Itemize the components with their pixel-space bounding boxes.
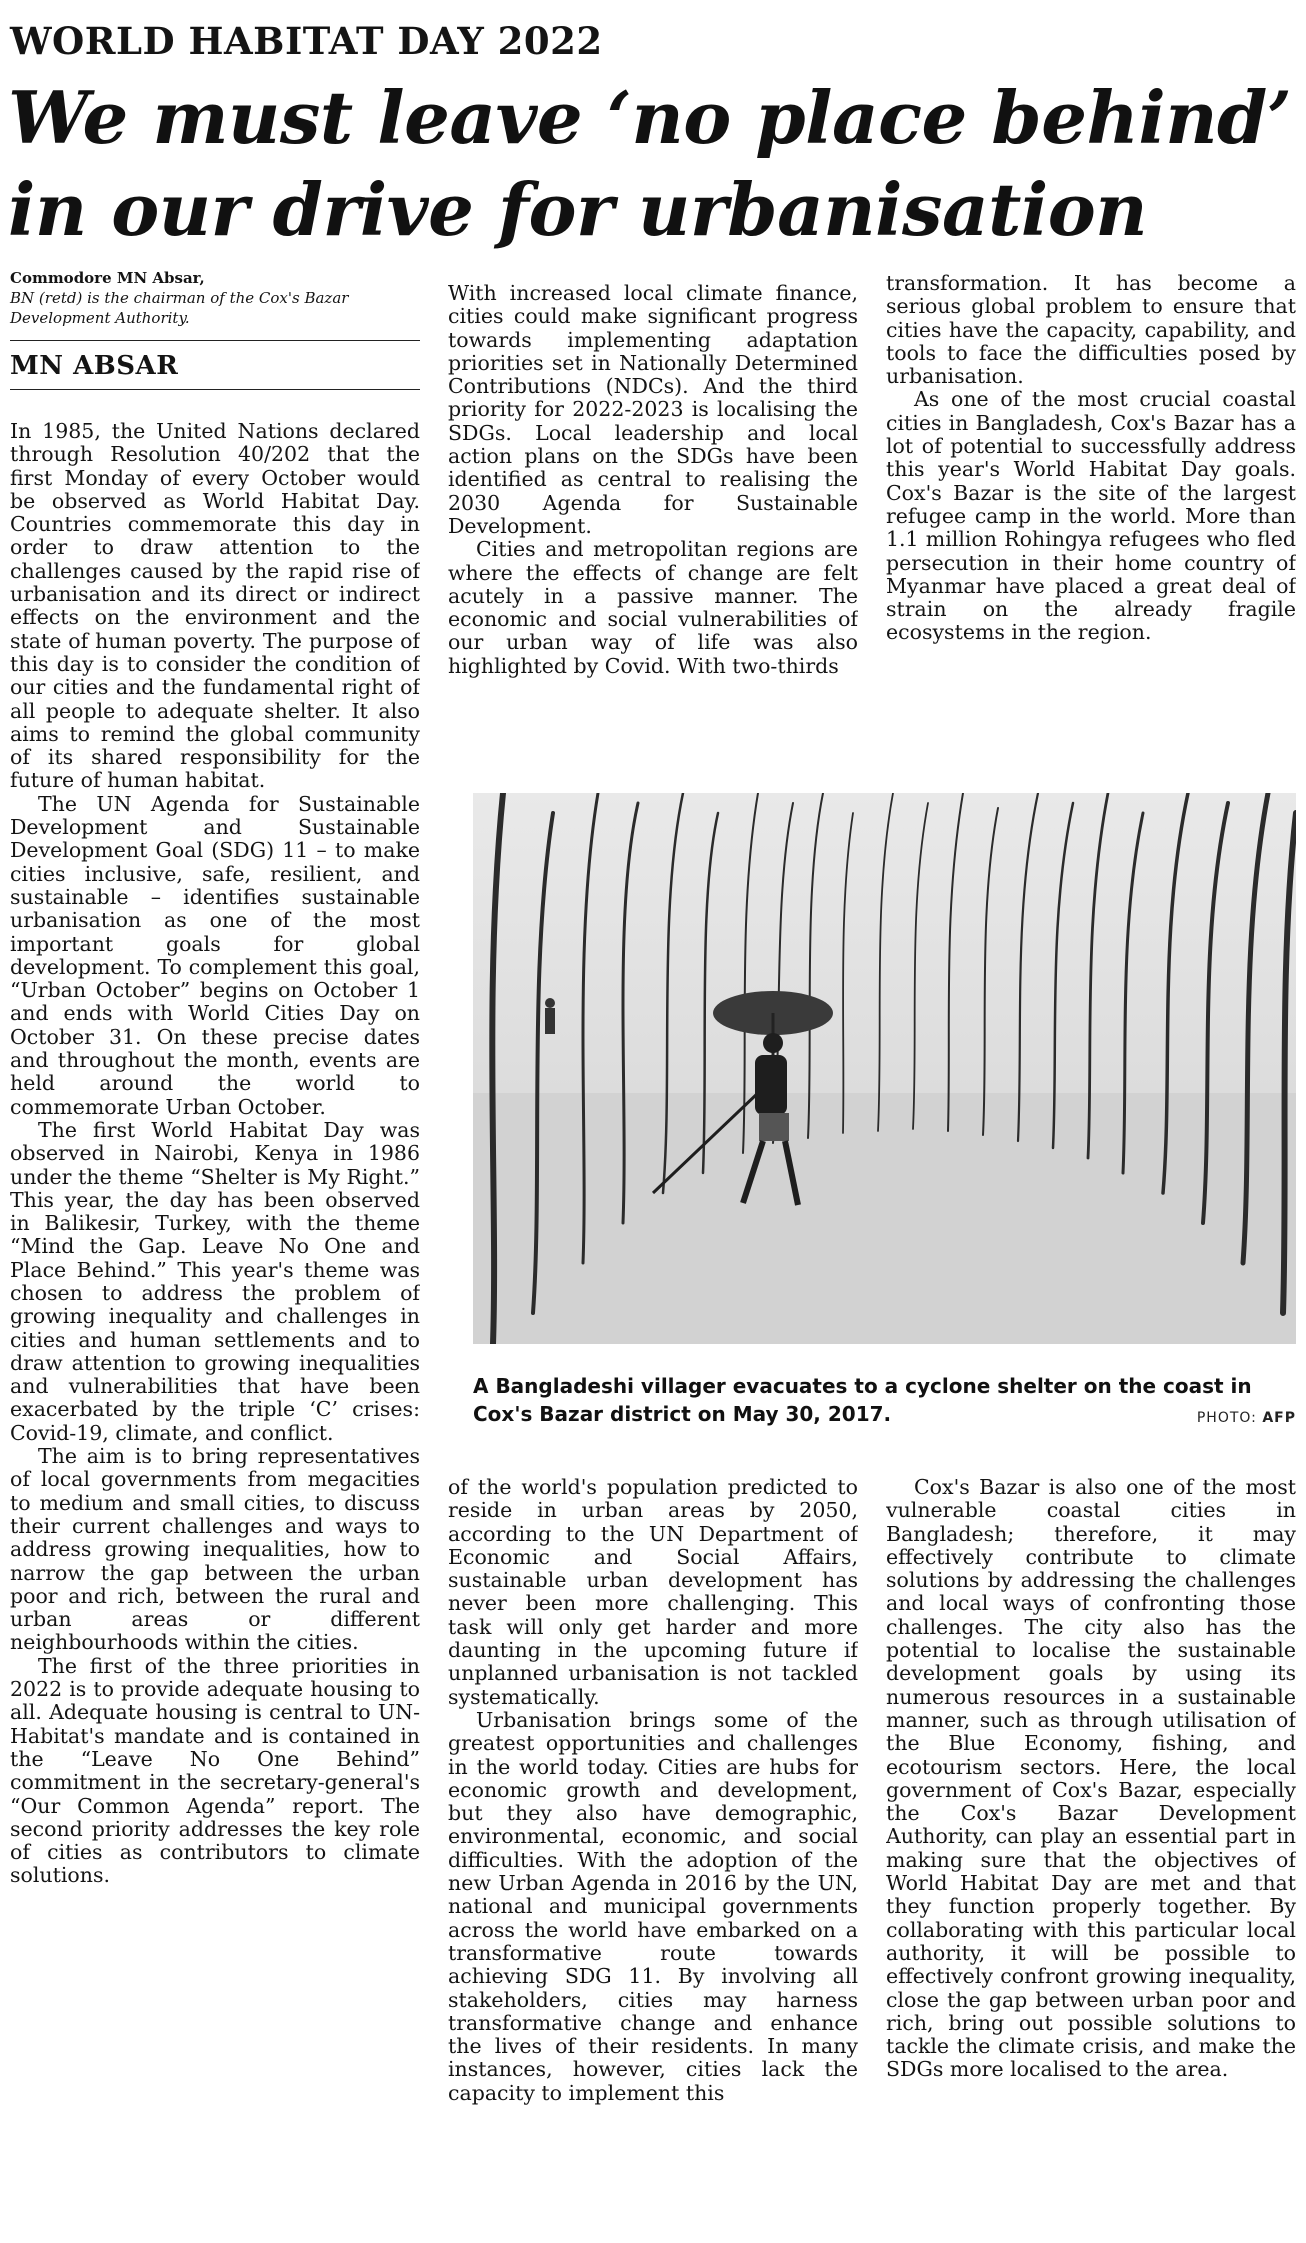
paragraph: The first of the three priorities in 2022 is to provide adequate housing to all. Adequate housing is central to UN-Habitat's mandate and is contained in the “Leave No One Behind” commitment in the secretary-general's “Our Common Agenda” report. The second priority addresses the key role of cities as contributors to climate solutions.: [10, 1653, 420, 1888]
divider: [10, 340, 420, 341]
byline-box: [10, 268, 420, 390]
paragraph: In 1985, the United Nations declared through Resolution 40/202 that the first Monday of every October would be observed as World Habitat Day. Countries commemorate this day in order to draw attention to the challenges caused by the rapid rise of urbanisation and its direct or indirect effects on the environment and the state of human poverty. The purpose of this day is to consider the condition of our cities and the fundamental right of all people to adequate shelter. It also aims to remind the global community of its shared responsibility for the future of human habitat.: [10, 420, 420, 793]
paragraph: of the world's population predicted to reside in urban areas by 2050, according to the UN Department of Economic and Social Affairs, sustainable urban development has never been more challenging. This task will only get harder and more daunting in the upcoming future if unplanned urbanisation is not tackled systematically.: [448, 1476, 858, 1709]
article-column-2-bottom: [448, 1476, 858, 2230]
photo-credit-source: AFP: [1262, 1410, 1296, 1426]
paragraph: transformation. It has become a serious global problem to ensure that cities have the capacity, capability, and tools to face the difficulties posed by urbanisation.: [886, 272, 1296, 389]
paragraph: The first World Habitat Day was observed in Nairobi, Kenya in 1986 under the theme “Shelter is My Right.” This year, the day has been observed in Balikesir, Turkey, with the theme “Mind the Gap. Leave No One and Place Behind.” This year's theme was chosen to address the problem of growing inequality and challenges in cities and human settlements and to draw attention to growing inequalities and vulnerabilities that have been exacerbated by the triple ‘C’ crises: Covid-19, climate, and conflict.: [10, 1117, 420, 1445]
article-column-1: [10, 420, 420, 2230]
paragraph: Cox's Bazar is also one of the most vulnerable coastal cities in Bangladesh; therefore, it may effectively contribute to climate solutions by addressing the challenges and local ways of confronting those challenges. The city also has the potential to localise the sustainable development goals by using its numerous resources in a sustainable manner, such as through utilisation of the Blue Economy, fishing, and ecotourism sectors. Here, the local government of Cox's Bazar, especially the Cox's Bazar Development Authority, can play an essential part in making sure that the objectives of World Habitat Day are met and that they function properly together. By collaborating with this particular local authority, it will be possible to effectively confront growing inequality, close the gap between urban poor and rich, bring out possible solutions to tackle the climate crisis, and make the SDGs more localised to the area.: [886, 1476, 1296, 2082]
photo-caption: A Bangladeshi villager evacuates to a cyclone shelter on the coast in Cox's Bazar district on May 30, 2017.: [473, 1374, 1252, 1426]
news-photo: [473, 793, 1296, 1344]
author-bio: BN (retd) is the chairman of the Cox's Bazar Development Authority.: [10, 289, 349, 327]
beach-trees-villager-photo: [473, 793, 1296, 1344]
paragraph: Cities and metropolitan regions are where the effects of change are felt acutely in a passive manner. The economic and social vulnerabilities of our urban way of life was also highlighted by Covid. With two-thirds: [448, 537, 858, 678]
paragraph: The aim is to bring representatives of local governments from megacities to medium and small cities, to discuss their current challenges and ways to address growing inequalities, how to narrow the gap between the urban poor and rich, between the rural and urban areas or different neighbourhoods within the cities.: [10, 1444, 420, 1655]
headline-line-1: We must leave ‘no place behind’: [8, 75, 1292, 160]
section-kicker: WORLD HABITAT DAY 2022: [10, 19, 603, 63]
author-name: MN ABSAR: [10, 351, 179, 381]
article-column-3-bottom: [886, 1476, 1296, 2230]
article-column-2-top: [448, 282, 858, 752]
paragraph: As one of the most crucial coastal cities in Bangladesh, Cox's Bazar has a lot of potential to successfully address this year's World Habitat Day goals. Cox's Bazar is the site of the largest refugee camp in the world. More than 1.1 million Rohingya refugees who fled persecution in their home country of Myanmar have placed a great deal of strain on the already fragile ecosystems in the region.: [886, 387, 1296, 645]
photo-credit: [1197, 1410, 1296, 1426]
photo-credit-label: PHOTO:: [1196, 1410, 1257, 1426]
distant-figure: [545, 998, 555, 1034]
headline: [8, 72, 1298, 256]
paragraph: Urbanisation brings some of the greatest opportunities and challenges in the world today. Cities are hubs for economic growth and development, but they also have demographic, environmental, economic, and social difficulties. With the adoption of the new Urban Agenda in 2016 by the UN, national and municipal governments across the world have embarked on a transformative route towards achieving SDG 11. By involving all stakeholders, cities may harness transformative change and enhance the lives of their residents. In many instances, however, cities lack the capacity to implement this: [448, 1707, 858, 2105]
divider: [10, 389, 420, 390]
article-column-3-top: [886, 272, 1296, 760]
author-bio-name: Commodore MN Absar,: [10, 269, 205, 287]
paragraph: The UN Agenda for Sustainable Development and Sustainable Development Goal (SDG) 11 – to make cities inclusive, safe, resilient, and sustainable – identifies sustainable urbanisation as one of the most important goals for global development. To complement this goal, “Urban October” begins on October 1 and ends with World Cities Day on October 31. On these precise dates and throughout the month, events are held around the world to commemorate Urban October.: [10, 791, 420, 1119]
headline-line-2: in our drive for urbanisation: [8, 167, 1148, 252]
paragraph: With increased local climate finance, cities could make significant progress towards implementing adaptation priorities set in Nationally Determined Contributions (NDCs). And the third priority for 2022-2023 is localising the SDGs. Local leadership and local action plans on the SDGs have been identified as central to realising the 2030 Agenda for Sustainable Development.: [448, 282, 858, 538]
